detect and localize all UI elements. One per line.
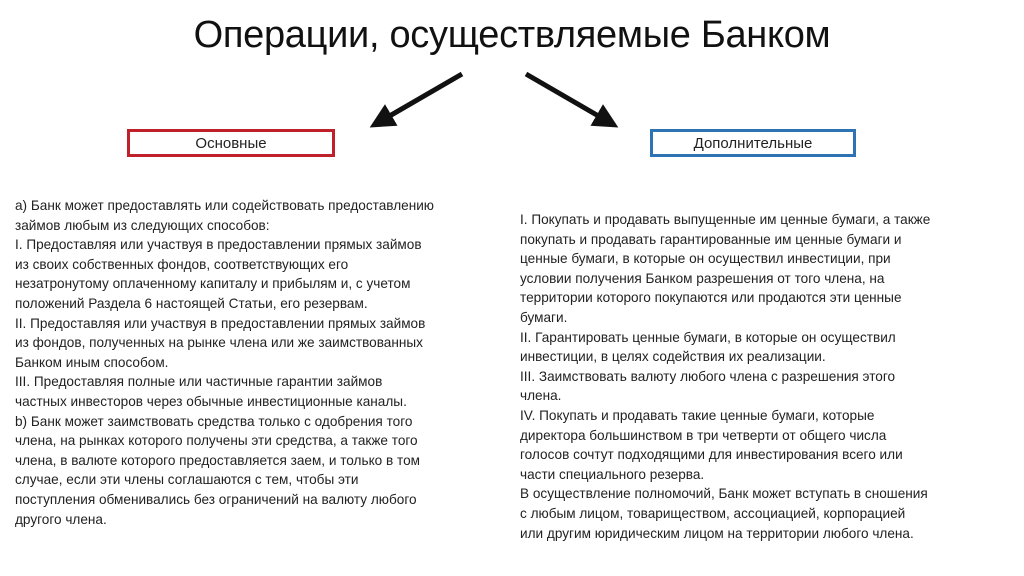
text-line: Банком иным способом. (15, 354, 169, 370)
text-line: В осуществление полномочий, Банк может вступать в сношения (520, 486, 928, 502)
text-line: III. Предоставляя полные или частичные гарантии займов (15, 374, 383, 390)
text-line: займов любым из следующих способов: (15, 217, 270, 233)
additional-operations-text (520, 210, 998, 543)
text-line: члена, на рынках которого получены эти средства, а также того (15, 433, 418, 449)
text-line: I. Предоставляя или участвуя в предоставлении прямых займов (15, 237, 422, 253)
text-line: IV. Покупать и продавать такие ценные бумаги, которые (520, 407, 875, 423)
additional-operations-box (650, 129, 856, 157)
text-line: поступления обменивались без ограничений на валюту любого (15, 491, 417, 507)
text-line: территории которого покупаются или продаются эти ценные (520, 290, 902, 306)
text-line: II. Предоставляя или участвуя в предоставлении прямых займов (15, 315, 426, 331)
arrow-left (374, 74, 462, 125)
text-line: из своих собственных фондов, соответствующих его (15, 256, 349, 272)
text-line: из фондов, полученных на рынке члена или же заимствованных (15, 335, 423, 351)
text-line: случае, если эти члены соглашаются с тем, чтобы эти (15, 472, 359, 488)
text-line: с любым лицом, товариществом, ассоциацией, корпорацией (520, 505, 906, 521)
main-operations-text (15, 196, 495, 529)
text-line: ценные бумаги, в которые он осуществил инвестиции, при (520, 251, 891, 267)
text-line: незатронутому оплаченному капиталу и прибылям и, с учетом (15, 276, 411, 292)
text-line: другого члена. (15, 511, 107, 527)
text-line: I. Покупать и продавать выпущенные им ценные бумаги, а также (520, 212, 931, 227)
text-line: члена, в валюте которого предоставляется заем, и только в том (15, 452, 420, 468)
text-line: положений Раздела 6 настоящей Статьи, его резервам. (15, 295, 368, 311)
text-line: директора большинством в три четверти от общего числа (520, 427, 887, 443)
main-operations-box (127, 129, 335, 157)
text-line: или другим юридическим лицом на территории любого члена. (520, 525, 914, 541)
text-line: покупать и продавать гарантированные им ценные бумаги и (520, 231, 902, 247)
main-operations-label: Основные (195, 134, 267, 152)
text-line: части специального резерва. (520, 466, 705, 482)
text-line: условии получения Банком разрешения от того члена, на (520, 270, 885, 286)
text-line: частных инвесторов через обычные инвестиционные каналы. (15, 393, 407, 409)
text-line: бумаги. (520, 309, 568, 325)
text-line: b) Банк может заимствовать средства только с одобрения того (15, 413, 413, 429)
arrow-right (526, 74, 614, 125)
page-title: Операции, осуществляемые Банком (193, 14, 831, 56)
additional-operations-label: Дополнительные (693, 134, 813, 152)
text-line: члена. (520, 388, 562, 404)
text-line: а) Банк может предоставлять или содействовать предоставлению (15, 198, 434, 213)
text-line: голосов сочтут подходящими для инвестирования всего или (520, 447, 903, 463)
text-line: инвестиции, в целях содействия их реализации. (520, 349, 826, 365)
text-line: III. Заимствовать валюту любого члена с разрешения этого (520, 368, 896, 384)
text-line: II. Гарантировать ценные бумаги, в которые он осуществил (520, 329, 896, 345)
